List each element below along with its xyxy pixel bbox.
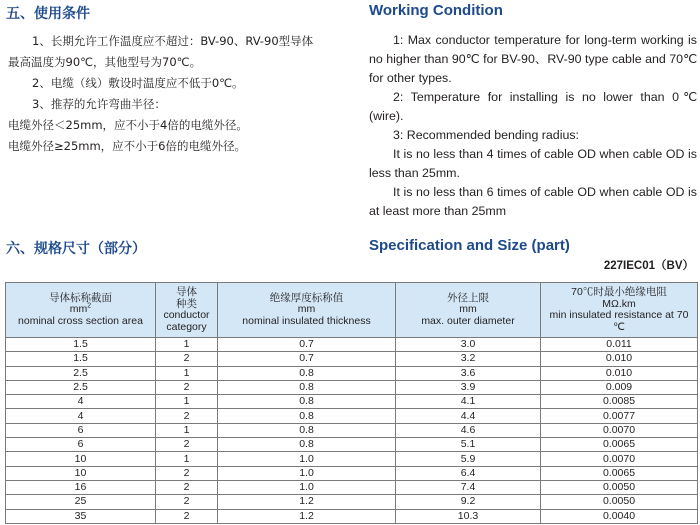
table-row (6, 409, 698, 423)
cell-outer-diameter: 3.6 (396, 366, 541, 380)
cell-cross-section: 1.5 (6, 352, 156, 366)
table-row (6, 338, 698, 352)
usage-text-cn (8, 31, 338, 157)
header-cn: 导体 (176, 286, 197, 298)
cell-outer-diameter: 5.9 (396, 452, 541, 466)
cell-insulation-resistance: 0.011 (541, 338, 698, 352)
cell-outer-diameter: 3.0 (396, 338, 541, 352)
cell-outer-diameter: 3.2 (396, 352, 541, 366)
cell-outer-diameter: 5.1 (396, 438, 541, 452)
spec-heading-cn: 六、规格尺寸（部分） (6, 241, 146, 257)
model-code: 227IEC01（BV） (603, 260, 694, 272)
cell-cross-section: 2.5 (6, 366, 156, 380)
cell-insulation-thickness: 0.7 (218, 338, 396, 352)
cell-outer-diameter: 10.3 (396, 509, 541, 523)
cell-insulation-resistance: 0.010 (541, 366, 698, 380)
cell-insulation-thickness: 0.8 (218, 395, 396, 409)
cell-insulation-resistance: 0.0077 (541, 409, 698, 423)
cell-insulation-thickness: 1.2 (218, 509, 396, 523)
cell-cross-section: 4 (6, 409, 156, 423)
cell-insulation-thickness: 1.2 (218, 495, 396, 509)
cell-cross-section: 1.5 (6, 338, 156, 352)
cell-cross-section: 35 (6, 509, 156, 523)
en-paragraph: 3: Recommended bending radius: (393, 128, 579, 142)
cn-line: 3、推荐的允许弯曲半径： (32, 97, 166, 111)
cell-conductor-category: 2 (156, 380, 218, 394)
cell-cross-section: 6 (6, 423, 156, 437)
en-paragraph: It is no less than 4 times of cable OD when cable OD is less than 25mm. (369, 147, 697, 180)
table-row (6, 438, 698, 452)
cell-insulation-resistance: 0.0050 (541, 480, 698, 494)
cell-conductor-category: 1 (156, 452, 218, 466)
unit-sup: 2 (87, 302, 92, 310)
header-conductor-category (156, 283, 218, 338)
cell-outer-diameter: 9.2 (396, 495, 541, 509)
header-cn: 绝缘厚度标称值 (269, 291, 344, 304)
usage-text-en (369, 31, 697, 221)
spec-heading-en: Specification and Size (part) (369, 237, 570, 254)
cell-conductor-category: 2 (156, 495, 218, 509)
cn-line: 电缆外径≥25mm，应不小于6倍的电缆外径。 (8, 139, 246, 153)
cell-outer-diameter: 4.6 (396, 423, 541, 437)
cell-insulation-resistance: 0.010 (541, 352, 698, 366)
usage-heading-en: Working Condition (369, 2, 503, 19)
spec-table (5, 282, 698, 524)
cell-conductor-category: 2 (156, 352, 218, 366)
cell-outer-diameter: 4.4 (396, 409, 541, 423)
unit-text: mm (69, 303, 88, 316)
table-header-row (6, 283, 698, 338)
en-paragraph: It is no less than 6 times of cable OD when cable OD is at least more than 25mm (369, 185, 697, 218)
spec-table-body (6, 338, 698, 524)
cell-cross-section: 6 (6, 438, 156, 452)
cell-cross-section: 2.5 (6, 380, 156, 394)
cell-insulation-thickness: 0.8 (218, 438, 396, 452)
cell-conductor-category: 2 (156, 409, 218, 423)
cell-insulation-thickness: 1.0 (218, 466, 396, 480)
cell-outer-diameter: 4.1 (396, 395, 541, 409)
header-unit: mm (459, 303, 477, 316)
en-paragraph: 2: Temperature for installing is no lower than 0℃ (wire). (369, 90, 697, 123)
header-outer-diameter (396, 283, 541, 338)
en-paragraph: 1: Max conductor temperature for long-term working is no higher than 90℃ for BV-90、RV-90 type cable and 70℃ for other types. (369, 33, 697, 85)
cell-insulation-resistance: 0.0070 (541, 452, 698, 466)
cn-line: 2、电缆（线）敷设时温度应不低于0℃。 (32, 76, 244, 90)
table-row (6, 495, 698, 509)
cell-outer-diameter: 7.4 (396, 480, 541, 494)
table-row (6, 423, 698, 437)
cell-conductor-category: 2 (156, 438, 218, 452)
cell-cross-section: 25 (6, 495, 156, 509)
cell-conductor-category: 1 (156, 366, 218, 380)
cell-insulation-thickness: 0.8 (218, 380, 396, 394)
table-row (6, 366, 698, 380)
table-row (6, 380, 698, 394)
cell-conductor-category: 2 (156, 509, 218, 523)
header-en: nominal cross section area (18, 314, 143, 327)
cell-cross-section: 16 (6, 480, 156, 494)
header-en: conductor category (163, 309, 210, 333)
header-cn: 外径上限 (447, 291, 489, 304)
cell-insulation-resistance: 0.0065 (541, 466, 698, 480)
cell-conductor-category: 2 (156, 480, 218, 494)
cell-insulation-thickness: 0.8 (218, 366, 396, 380)
header-insulation-thickness (218, 283, 396, 338)
header-cn: 导体标称截面 (49, 291, 112, 304)
cell-insulation-resistance: 0.009 (541, 380, 698, 394)
header-cn2: 种类 (176, 297, 197, 310)
cell-insulation-thickness: 0.7 (218, 352, 396, 366)
cell-cross-section: 4 (6, 395, 156, 409)
header-en: max. outer diameter (421, 314, 515, 327)
cell-insulation-resistance: 0.0065 (541, 438, 698, 452)
header-en: min insulated resistance at 70 ℃ (549, 309, 689, 333)
cn-line: 1、长期允许工作温度应不超过：BV-90、RV-90型导体 (32, 34, 314, 48)
cell-outer-diameter: 6.4 (396, 466, 541, 480)
cell-outer-diameter: 3.9 (396, 380, 541, 394)
usage-heading-cn: 五、使用条件 (6, 6, 90, 22)
header-en: nominal insulated thickness (242, 314, 371, 327)
cell-insulation-thickness: 0.8 (218, 409, 396, 423)
cn-line: 电缆外径＜25mm，应不小于4倍的电缆外径。 (8, 118, 248, 132)
header-cross-section (6, 283, 156, 338)
cell-cross-section: 10 (6, 466, 156, 480)
cell-cross-section: 10 (6, 452, 156, 466)
cell-insulation-thickness: 1.0 (218, 480, 396, 494)
header-unit: mm (297, 303, 316, 316)
table-row (6, 480, 698, 494)
table-row (6, 466, 698, 480)
cell-conductor-category: 1 (156, 338, 218, 352)
cell-conductor-category: 1 (156, 423, 218, 437)
cell-insulation-thickness: 1.0 (218, 452, 396, 466)
header-cn: 70℃时最小绝缘电阻 (571, 286, 667, 298)
table-row (6, 395, 698, 409)
cn-line: 最高温度为90℃，其他型号为70℃。 (8, 55, 202, 69)
cell-insulation-resistance: 0.0070 (541, 423, 698, 437)
cell-insulation-resistance: 0.0050 (541, 495, 698, 509)
cell-conductor-category: 1 (156, 395, 218, 409)
table-row (6, 509, 698, 523)
cell-conductor-category: 2 (156, 466, 218, 480)
cell-insulation-resistance: 0.0085 (541, 395, 698, 409)
header-insulation-resistance (541, 283, 698, 338)
table-row (6, 352, 698, 366)
cell-insulation-thickness: 0.8 (218, 423, 396, 437)
cell-insulation-resistance: 0.0040 (541, 509, 698, 523)
table-row (6, 452, 698, 466)
header-unit: MΩ.km (602, 297, 636, 310)
